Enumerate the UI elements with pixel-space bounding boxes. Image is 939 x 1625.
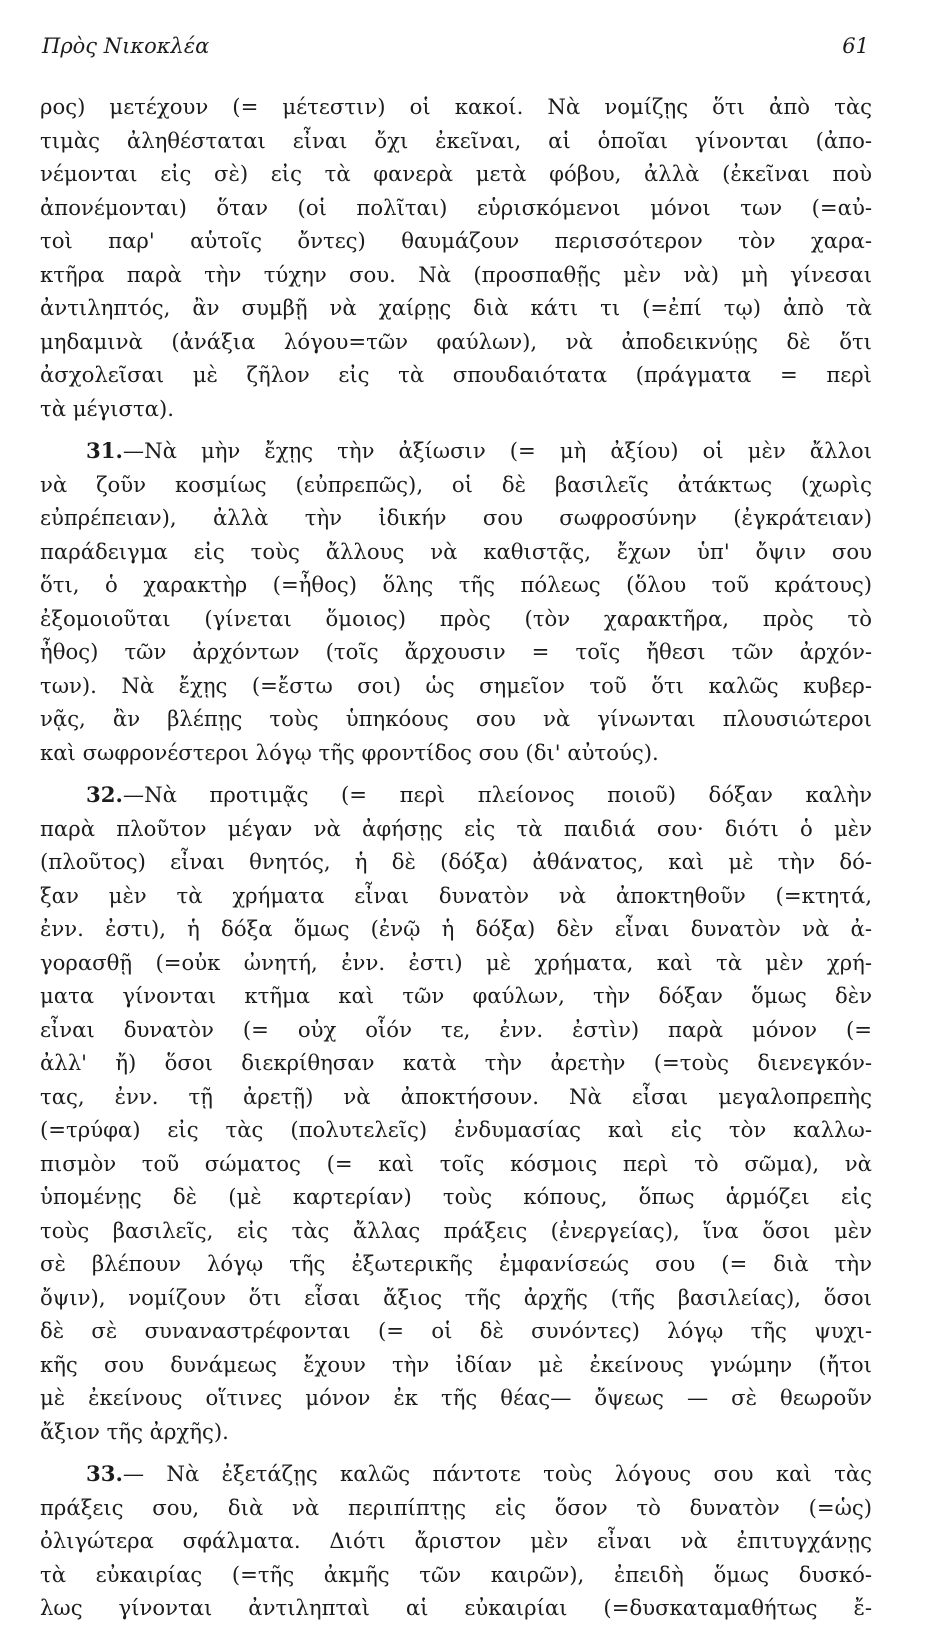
running-header (42, 34, 869, 58)
running-title: Πρὸς Νικοκλέα (42, 34, 210, 58)
text-line: ἄξιον τῆς ἀρχῆς). (40, 1418, 229, 1444)
text-line: ὅτι, ὁ χαρακτὴρ (=ἦθος) ὅλης τῆς πόλεως (ὅλου τοῦ κράτους) (40, 572, 872, 597)
text-line: (πλοῦτος) εἶναι θνητός, ἡ δὲ (δόξα) ἀθάνατος, καὶ μὲ τὴν δό- (40, 849, 872, 874)
text-line: δὲ σὲ συναναστρέφονται (= οἱ δὲ συνόντες) λόγῳ τῆς ψυχι- (40, 1318, 872, 1343)
text-line: ματα γίνονται κτῆμα καὶ τῶν φαύλων, τὴν δόξαν ὅμως δὲν (40, 983, 872, 1008)
text-line: παρὰ πλοῦτον μέγαν νὰ ἀφήσῃς εἰς τὰ παιδιά σου· διότι ὁ μὲν (40, 815, 872, 841)
line-text: — Νὰ ἐξετάζῃς καλῶς πάντοτε τοὺς λόγους σου καὶ τὰς (122, 1461, 872, 1486)
text-line: τὰ εὐκαιρίας (=τῆς ἀκμῆς τῶν καιρῶν), ἐπειδὴ ὅμως δυσκό- (40, 1561, 872, 1587)
text-line (40, 1457, 872, 1491)
section-number: 32. (86, 782, 123, 807)
text-line: τὰ μέγιστα). (40, 395, 174, 421)
text-line: (=τρύφα) εἰς τὰς (πολυτελεῖς) ἐνδυμασίας καὶ εἰς τὸν καλλω- (40, 1117, 872, 1142)
paragraph (40, 778, 872, 1448)
text-line: εἶναι δυνατὸν (= οὐχ οἷόν τε, ἐνν. ἐστὶν) παρὰ μόνον (= (40, 1016, 872, 1042)
text-line: νὰ ζοῦν κοσμίως (εὐπρεπῶς), οἱ δὲ βασιλεῖς ἀτάκτως (χωρὶς (40, 471, 872, 497)
text-line (40, 778, 872, 812)
text-line: εὐπρέπειαν), ἀλλὰ τὴν ἰδικήν σου σωφροσύνην (ἐγκράτειαν) (40, 505, 872, 530)
text-line: τιμὰς ἀληθέσταται εἶναι ὄχι ἐκεῖναι, αἱ ὁποῖαι γίνονται (ἀπο- (40, 127, 872, 153)
text-line: τας, ἐνν. τῇ ἀρετῇ) νὰ ἀποκτήσουν. Νὰ εἶσαι μεγαλοπρεπὴς (40, 1083, 872, 1109)
text-line: ὑπομένῃς δὲ (μὲ καρτερίαν) τοὺς κόπους, ὅπως ἁρμόζει εἰς (40, 1184, 872, 1209)
body-text (40, 90, 872, 1625)
text-line: σὲ βλέπουν λόγῳ τῆς ἐξωτερικῆς ἐμφανίσεώς σου (= διὰ τὴν (40, 1251, 872, 1276)
text-line (40, 434, 872, 468)
paragraph (40, 1457, 872, 1625)
text-line: νᾷς, ἂν βλέπῃς τοὺς ὑπηκόους σου νὰ γίνωνται πλουσιώτεροι (40, 706, 872, 731)
page-number: 61 (842, 34, 869, 58)
text-line: ὀλιγώτερα σφάλματα. Διότι ἄριστον μὲν εἶναι νὰ ἐπιτυγχάνῃς (40, 1528, 872, 1553)
text-line: νέμονται εἰς σὲ) εἰς τὰ φανερὰ μετὰ φόβου, ἀλλὰ (ἐκεῖναι ποὺ (40, 161, 872, 186)
text-line: ξαν μὲν τὰ χρήματα εἶναι δυνατὸν νὰ ἀποκτηθοῦν (=κτητά, (40, 882, 872, 908)
paragraph (40, 434, 872, 769)
line-text: —Νὰ προτιμᾷς (= περὶ πλείονος ποιοῦ) δόξαν καλὴν (122, 782, 872, 807)
text-line: ἀπονέμονται) ὅταν (οἱ πολῖται) εὑρισκόμενοι μόνοι των (=αὐ- (40, 194, 872, 220)
text-line: ἀντιληπτός, ἂν συμβῇ νὰ χαίρῃς διὰ κάτι τι (=ἐπί τῳ) ἀπὸ τὰ (40, 295, 872, 320)
text-line: τοὶ παρ' αὑτοῖς ὄντες) θαυμάζουν περισσότερον τὸν χαρα- (40, 228, 872, 253)
line-text: —Νὰ μὴν ἔχῃς τὴν ἀξίωσιν (= μὴ ἀξίου) οἱ μὲν ἄλλοι (122, 438, 872, 463)
text-line: ἦθος) τῶν ἀρχόντων (τοῖς ἄρχουσιν = τοῖς ἤθεσι τῶν ἀρχόν- (40, 639, 872, 664)
paragraph (40, 90, 872, 425)
text-line: ἀσχολεῖσαι μὲ ζῆλον εἰς τὰ σπουδαιότατα (πράγματα = περὶ (40, 362, 872, 387)
text-line: μηδαμινὰ (ἀνάξια λόγου=τῶν φαύλων), νὰ ἀποδεικνύῃς δὲ ὅτι (40, 328, 872, 354)
text-line: ρος) μετέχουν (= μέτεστιν) οἱ κακοί. Νὰ νομίζῃς ὅτι ἀπὸ τὰς (40, 94, 872, 119)
text-line: ἐξομοιοῦται (γίνεται ὅμοιος) πρὸς (τὸν χαρακτῆρα, πρὸς τὸ (40, 605, 872, 631)
text-line: πράξεις σου, διὰ νὰ περιπίπτῃς εἰς ὅσον τὸ δυνατὸν (=ὡς) (40, 1494, 872, 1520)
text-line: παράδειγμα εἰς τοὺς ἄλλους νὰ καθιστᾷς, ἔχων ὑπ' ὄψιν σου (40, 538, 872, 564)
section-number: 33. (86, 1461, 123, 1486)
text-line: μὲ ἐκείνους οἵτινες μόνον ἐκ τῆς θέας— ὄψεως — σὲ θεωροῦν (40, 1385, 872, 1410)
text-line: ἀλλ' ἤ) ὅσοι διεκρίθησαν κατὰ τὴν ἀρετὴν (=τοὺς διενεγκόν- (40, 1050, 872, 1075)
section-number: 31. (86, 438, 123, 463)
text-line: κτῆρα παρὰ τὴν τύχην σου. Νὰ (προσπαθῇς μὲν νὰ) μὴ γίνεσαι (40, 261, 872, 287)
text-line: πισμὸν τοῦ σώματος (= καὶ τοῖς κόσμοις περὶ τὸ σῶμα), νὰ (40, 1150, 872, 1176)
text-line: ὄψιν), νομίζουν ὅτι εἶσαι ἄξιος τῆς ἀρχῆς (τῆς βασιλείας), ὅσοι (40, 1284, 872, 1310)
text-line: γορασθῇ (=οὐκ ὠνητή, ἐνν. ἐστι) μὲ χρήματα, καὶ τὰ μὲν χρή- (40, 949, 872, 975)
text-line: τοὺς βασιλεῖς, εἰς τὰς ἄλλας πράξεις (ἐνεργείας), ἵνα ὅσοι μὲν (40, 1217, 872, 1243)
text-line: κῆς σου δυνάμεως ἔχουν τὴν ἰδίαν μὲ ἐκείνους γνώμην (ἤτοι (40, 1351, 872, 1377)
text-line: λως γίνονται ἀντιληπταὶ αἱ εὐκαιρίαι (=δυσκαταμαθήτως ἔ- (40, 1595, 872, 1620)
text-line: ἐνν. ἐστι), ἡ δόξα ὅμως (ἐνῷ ἡ δόξα) δὲν εἶναι δυνατὸν νὰ ἀ- (40, 916, 872, 941)
text-line: των). Νὰ ἔχῃς (=ἔστω σοι) ὡς σημεῖον τοῦ ὅτι καλῶς κυβερ- (40, 672, 872, 698)
text-line: καὶ σωφρονέστεροι λόγῳ τῆς φροντίδος σου (δι' αὐτούς). (40, 739, 659, 765)
